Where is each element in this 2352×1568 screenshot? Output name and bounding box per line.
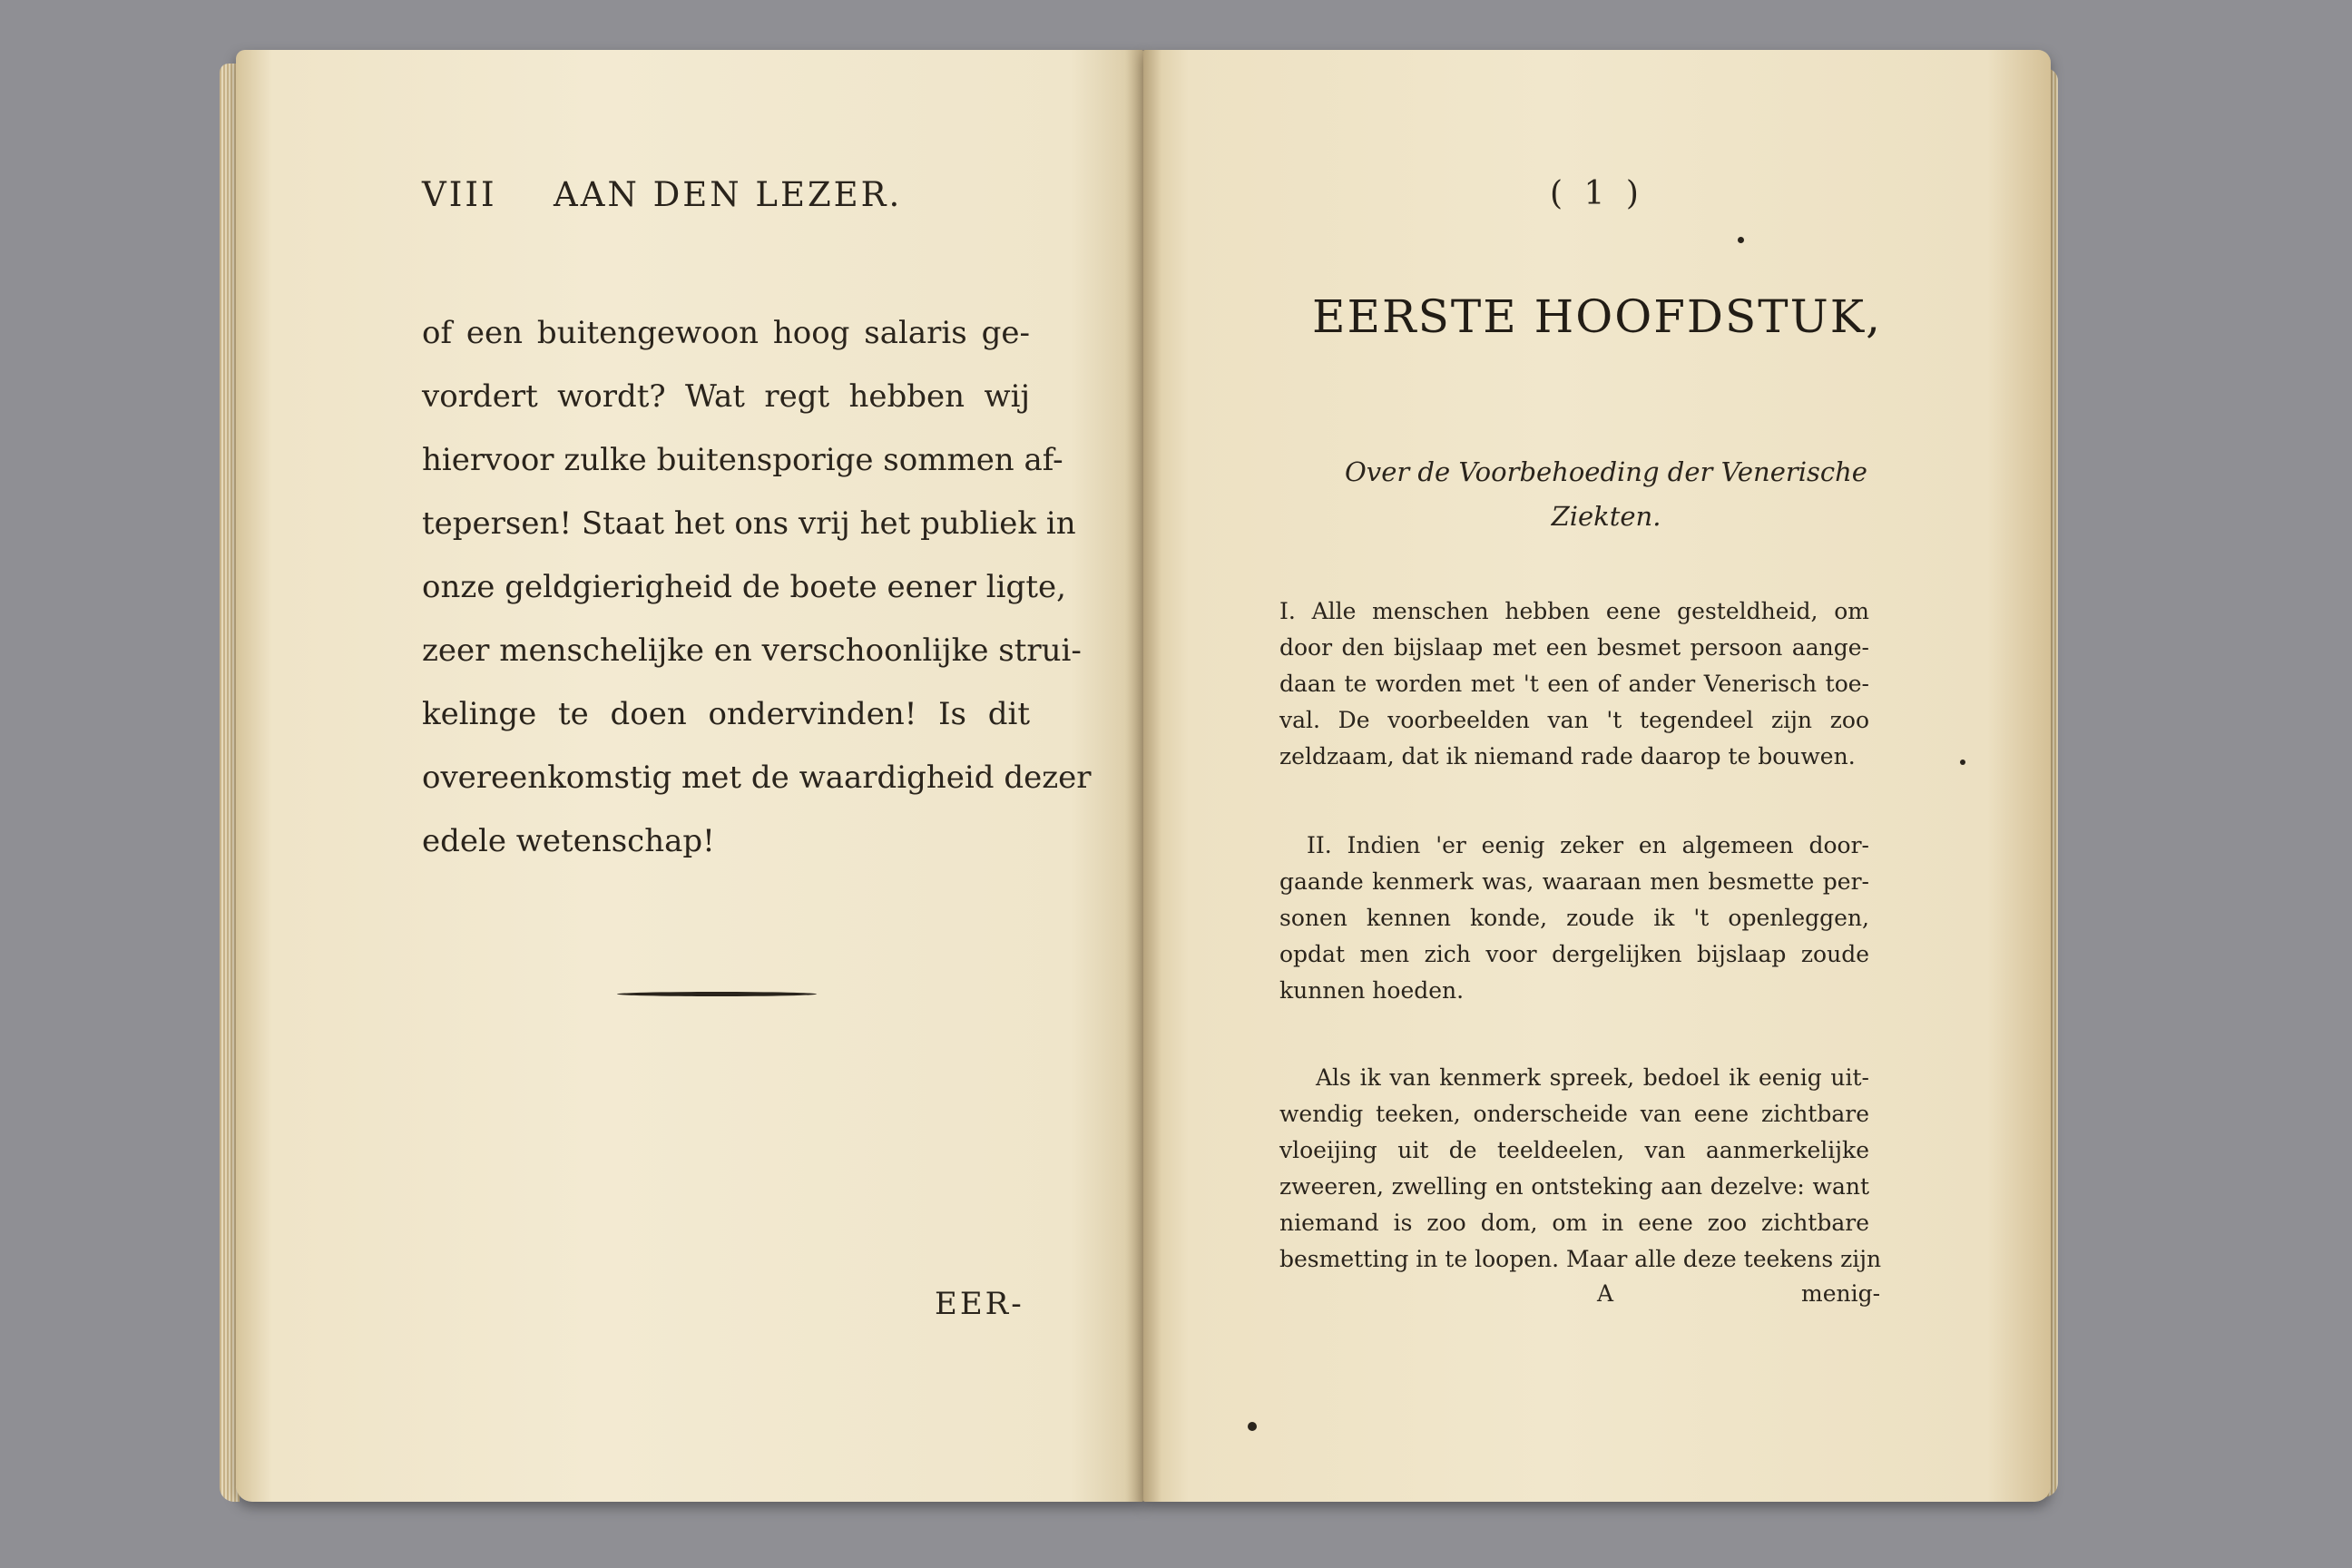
running-page-number: VIII (422, 175, 497, 214)
paragraph-3-line-2: wendig teeken, onderscheide van eene zichtbare (1279, 1101, 1869, 1127)
left-text-line-4: tepersen! Staat het ons vrij het publiek in (422, 505, 1076, 542)
ink-speck (1738, 237, 1744, 243)
left-text-line-3: hiervoor zulke buitensporige sommen af- (422, 442, 1063, 478)
ornamental-rule (617, 992, 817, 996)
paragraph-3-line-4: zweeren, zwelling en ontsteking aan dezelve: want (1279, 1173, 1869, 1200)
paragraph-2-line-1: II. Indien 'er eenig zeker en algemeen door- (1307, 832, 1869, 858)
right-catchword: menig- (1801, 1280, 1881, 1307)
chapter-subtitle-line-1: Over de Voorbehoeding der Venerische (1345, 456, 1867, 487)
ink-speck (1248, 1422, 1257, 1431)
paragraph-3-line-3: vloeijing uit de teeldeelen, van aanmerkelijke (1279, 1137, 1869, 1163)
left-text-line-7: kelinge te doen ondervinden! Is dit (422, 696, 1030, 732)
right-page (1143, 50, 2051, 1502)
left-catchword: EER- (935, 1286, 1024, 1322)
left-text-line-6: zeer menschelijke en verschoonlijke strui- (422, 632, 1082, 669)
paragraph-1-line-3: daan te worden met 't een of ander Venerisch toe- (1279, 671, 1869, 697)
paragraph-2-line-4: opdat men zich voor dergelijken bijslaap zoude (1279, 941, 1869, 967)
chapter-title: EERSTE HOOFDSTUK, (1312, 290, 1882, 343)
page-number: ( 1 ) (1550, 175, 1644, 212)
chapter-subtitle-line-2: Ziekten. (1551, 501, 1661, 532)
paragraph-2-line-3: sonen kennen konde, zoude ik 't openleggen, (1279, 905, 1869, 931)
paragraph-1-line-1: I. Alle menschen hebben eene gesteldheid, om (1279, 598, 1869, 624)
paragraph-3-line-5: niemand is zoo dom, om in eene zoo zichtbare (1279, 1210, 1869, 1236)
paragraph-2-line-5: kunnen hoeden. (1279, 977, 1465, 1004)
paragraph-1-line-2: door den bijslaap met een besmet persoon aange- (1279, 634, 1869, 661)
signature-mark: A (1597, 1280, 1614, 1307)
left-text-line-2: vordert wordt? Wat regt hebben wij (422, 378, 1030, 415)
open-book (218, 50, 2060, 1520)
left-page (236, 50, 1143, 1502)
paragraph-3-line-6: besmetting in te loopen. Maar alle deze teekens zijn (1279, 1246, 1882, 1272)
left-text-line-9: edele wetenschap! (422, 823, 715, 859)
paragraph-3-line-1: Als ik van kenmerk spreek, bedoel ik eenig uit- (1316, 1064, 1869, 1091)
paragraph-1-line-5: zeldzaam, dat ik niemand rade daarop te bouwen. (1279, 743, 1856, 769)
ink-speck (1960, 760, 1965, 765)
left-text-line-1: of een buitengewoon hoog salaris ge- (422, 315, 1030, 351)
running-title: AAN DEN LEZER. (554, 175, 903, 214)
book-gutter (1125, 50, 1161, 1502)
left-text-line-5: onze geldgierigheid de boete eener ligte, (422, 569, 1066, 605)
paragraph-2-line-2: gaande kenmerk was, waaraan men besmette per- (1279, 868, 1869, 895)
paragraph-1-line-4: val. De voorbeelden van 't tegendeel zijn zoo (1279, 707, 1869, 733)
left-text-line-8: overeenkomstig met de waardigheid dezer (422, 760, 1092, 796)
